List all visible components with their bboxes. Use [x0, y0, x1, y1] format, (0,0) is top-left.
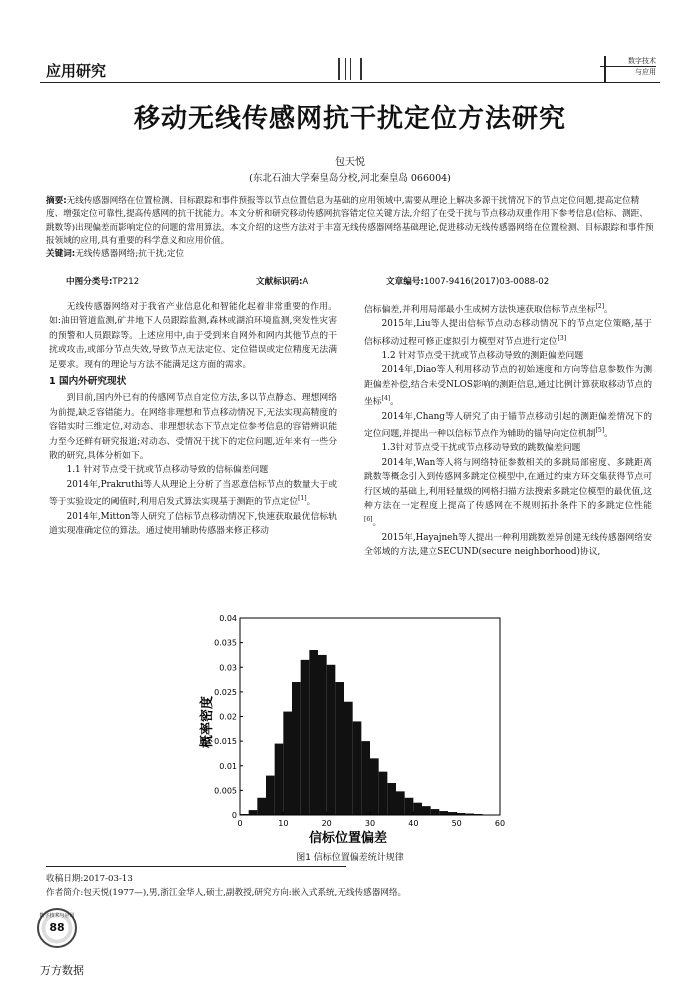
abstract: [46, 195, 656, 261]
subsection-heading-1-2: 1.2 针对节点受干扰或节点移动导致的测距偏差问题: [381, 351, 584, 362]
page-header: [40, 56, 660, 84]
histogram-bar: [309, 650, 318, 815]
y-tick-label: 0.02: [219, 712, 237, 722]
figure-caption: 图1 信标位置偏差统计规律: [296, 853, 404, 863]
paper-title: 移动无线传感网抗干扰定位方法研究: [133, 104, 566, 134]
abstract-label: 摘要:: [46, 196, 67, 206]
paragraph-liu: [364, 317, 652, 349]
database-watermark: 万方数据: [40, 964, 84, 977]
subsection-heading-1-1: 1.1 针对节点受干扰或节点移动导致的信标偏差问题: [66, 465, 269, 476]
citation-3[interactable]: [3]: [557, 334, 567, 342]
page-number: 88: [49, 921, 65, 934]
x-tick-label: 10: [278, 819, 289, 828]
keywords-label: 关键词:: [46, 249, 76, 260]
y-tick-label: 0.025: [214, 687, 237, 697]
histogram-bars: [240, 650, 500, 815]
paragraph-prakruthi-text: 2014年,Prakruthi等人从理论上分析了当恶意信标节点的数量大于或等于实验设定的阈值时,利用启发式算法实现基于测距的节点定位: [49, 479, 337, 508]
section-heading-1: 1 国内外研究现状: [49, 376, 127, 388]
header-rule: [40, 82, 660, 83]
paragraph-wan-text: 2014年,Wan等人将与网络特征参数相关的多跳局部密度、多跳距离跳数等概念引入到传感网多跳定位模型中,在通过约束方环交集获得节点可行区域的基础上,利用轻量级的网格扫描方法搜索多跳定位模型的最优值,这种方法在一定程度上提高了传感网在不规则拓扑条件下的多跳定位性能: [364, 457, 652, 511]
x-tick-label: 40: [408, 819, 419, 828]
x-tick-label: 50: [451, 819, 462, 828]
article-id-label: 文章编号:: [386, 277, 424, 287]
y-tick-label: 0.01: [219, 761, 237, 771]
histogram-bar: [275, 744, 284, 815]
histogram-bar: [344, 702, 353, 815]
histogram-bar: [353, 721, 362, 815]
y-axis-label: 概率密度: [200, 695, 215, 749]
paragraph-continued: [364, 300, 652, 317]
histogram-bar: [396, 791, 405, 815]
histogram-bar: [379, 772, 388, 815]
x-tick-label: 0: [237, 819, 243, 828]
paragraph-prakruthi-end: 。: [306, 497, 316, 508]
citation-4[interactable]: [4]: [381, 395, 391, 403]
clc-label: 中图分类号:: [66, 277, 113, 287]
paragraph-prakruthi: [49, 478, 337, 510]
paragraph-chang-end: 。: [604, 428, 613, 439]
paragraph-diao-text: 2014年,Diao等人利用移动节点的初始速度和方向等信息参数作为测距偏差补偿,结合未受NLOS影响的测距信息,通过比例计算获取移动节点的坐标: [364, 365, 652, 408]
histogram-bar: [431, 809, 440, 815]
paragraph-diao-end: 。: [390, 397, 399, 408]
x-tick-label: 60: [494, 819, 506, 828]
paragraph-mitton: 2014年,Mitton等人研究了信标节点移动情况下,快速获取最优信标轨道实现准确定位的算法。通过使用辅助传感器来修正移动: [49, 511, 337, 537]
y-tick-label: 0.005: [214, 786, 237, 796]
histogram-bar: [327, 665, 336, 815]
y-tick-label: 0.015: [214, 737, 237, 747]
paragraph-liu-text: 2015年,Liu等人提出信标节点动态移动情况下的节点定位策略,基于信标移动过程可修正虚拟引力模型对节点进行定位: [364, 319, 652, 347]
journal-logo: [600, 56, 656, 82]
paragraph-wan-end: 。: [372, 518, 382, 529]
logo-line1: 数字技术: [600, 56, 656, 67]
left-column: [49, 300, 337, 538]
paragraph-chang: [364, 410, 652, 442]
article-id-value: 1007-9416(2017)03-0088-02: [423, 277, 550, 287]
author: 包天悦: [335, 157, 365, 168]
affiliation: (东北石油大学秦皇岛分校,河北秦皇岛 066004): [249, 173, 451, 184]
right-column: [364, 300, 652, 560]
citation-6[interactable]: [6]: [364, 516, 373, 524]
y-tick-label: 0.03: [219, 663, 237, 673]
paragraph-hayajneh: 2015年,Hayajneh等人提出一种利用跳数差异创建无线传感器网络安全邻域的方法,建立SECUND(secure neighborhood)协议,: [364, 532, 652, 558]
paragraph-diao: [364, 363, 652, 409]
histogram-bar: [387, 783, 396, 815]
histogram-bar: [405, 798, 414, 815]
histogram-bar: [266, 776, 275, 815]
citation-5[interactable]: [5]: [595, 427, 605, 435]
x-axis-label: 信标位置偏差: [308, 831, 388, 846]
histogram-figure: [195, 610, 515, 848]
histogram-bar: [292, 682, 301, 815]
logo-line2: 与应用: [635, 68, 656, 76]
paragraph-status: 到目前,国内外已有的传感网节点自定位方法,多以节点静态、理想网络为前提,缺乏容错能力。在网络非理想和节点移动情况下,无法实现高精度的容错实时三维定位,对动态、非理想状态下节点定位参考信息的容错辨识能力至今还鲜有研究报道;对动态、受情况干扰下的定位问题,近年来有一些分散的研究,具体分析如下。: [49, 393, 337, 462]
histogram-bar: [301, 660, 310, 815]
page-number-badge: [37, 908, 77, 948]
abstract-text: 无线传感器网络在位置检测、目标跟踪和事件预报等以节点位置信息为基础的应用领域中,需要从理论上解决多源干扰情况下的节点定位问题,提高定位精度、增强定位可靠性,提高传感网的抗干扰能力。本文分析和研究移动传感网抗容错定位关键方法,介绍了在受干扰与节点移动双重作用下参考信息(信标、测距、跳数等)出现偏差而影响定位的问题的常用算法。本文介绍的这些方法对于丰富无线传感器网络基础理论,促进移动无线传感器网络在位置检测、目标跟踪和事件预报领域的应用,具有重要的科学意义和应用价值。: [46, 196, 654, 246]
histogram-bar: [249, 810, 258, 815]
histogram-bar: [439, 811, 448, 815]
x-tick-label: 30: [364, 819, 376, 828]
clc-value: TP212: [112, 277, 140, 287]
y-tick-label: 0: [231, 811, 237, 820]
citation-2[interactable]: [2]: [595, 303, 605, 310]
histogram-bar: [283, 712, 292, 815]
histogram-bar: [257, 798, 266, 815]
keywords: 无线传感器网络;抗干扰;定位: [75, 249, 185, 260]
subsection-heading-1-3: 1.3针对节点受干扰或节点移动导致的跳数偏差问题: [381, 443, 581, 454]
y-tick-label: 0.04: [219, 614, 237, 623]
intro-paragraph: 无线传感器网络对于我省产业信息化和智能化起着非常重要的作用。如:油田管道监测,矿井地下人员跟踪监测,森林或湖泊环境监测,突发性灾害的预警和人员跟踪等。上述应用中,由于受到来自网外和网内其他节点的干扰或攻击,或部分节点失效,导致节点无法定位、定位错误或定位精度无法满足要求。现有的理论与方法不能满足这方面的需求。: [49, 302, 337, 370]
histogram-bar: [361, 741, 370, 815]
histogram-bar: [413, 803, 422, 815]
citation-1[interactable]: [1]: [298, 495, 307, 503]
received-date: 收稿日期:2017-03-13: [46, 874, 133, 884]
paragraph-chang-text: 2014年,Chang等人研究了由于锚节点移动引起的测距偏差情况下的定位问题,并提出一种以信标节点作为辅助的锚导向定位机制: [364, 411, 652, 439]
doc-value: A: [302, 277, 309, 287]
histogram-bar: [318, 655, 327, 815]
section-label: 应用研究: [46, 62, 107, 80]
histogram-bar: [370, 758, 379, 815]
header-divider-bars-inner: [345, 58, 351, 80]
logo-bar: [604, 56, 606, 82]
footnote-rule: [46, 866, 346, 867]
histogram-bar: [422, 806, 431, 815]
author-bio: 作者简介:包天悦(1977—),男,浙江金华人,硕士,副教授,研究方向:嵌入式系统,无线传感器网络。: [46, 888, 407, 898]
paragraph-wan: [364, 456, 652, 531]
x-tick-label: 20: [321, 819, 332, 828]
paragraph-continued-end: 。: [604, 304, 613, 315]
badge-journal-text: 数字技术与应用: [39, 913, 75, 919]
y-tick-label: 0.035: [214, 638, 237, 648]
doc-label: 文献标识码:: [256, 277, 303, 287]
histogram-bar: [335, 682, 344, 815]
paragraph-continued-text: 信标偏差,并利用局部最小生成树方法快速获取信标节点坐标: [364, 304, 596, 315]
